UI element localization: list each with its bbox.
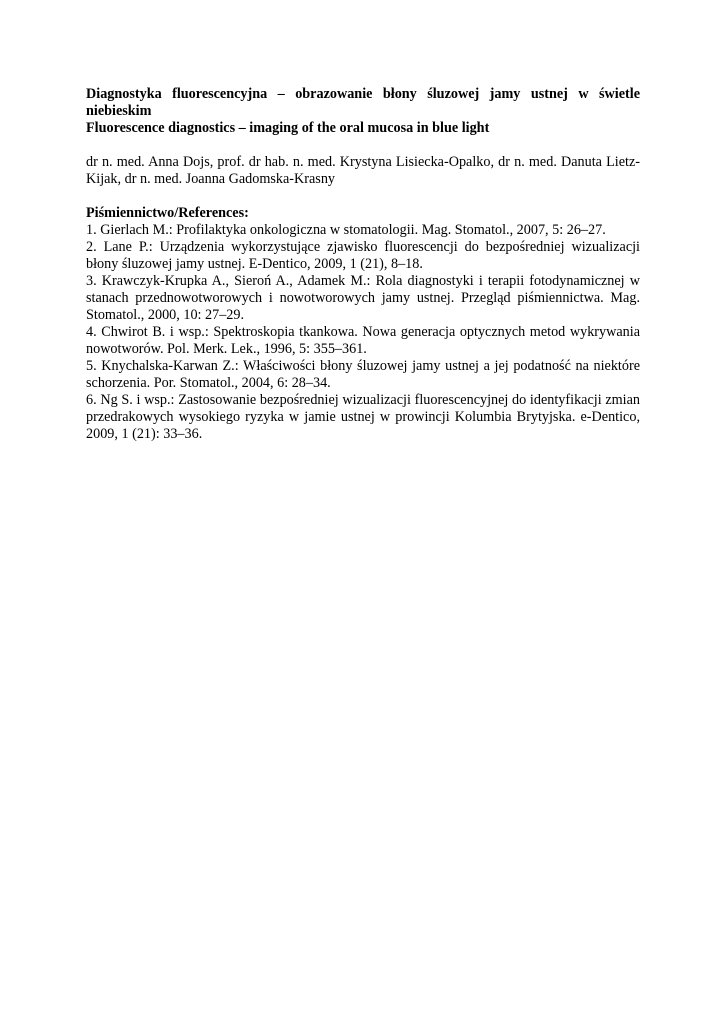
- reference-item: 6. Ng S. i wsp.: Zastosowanie bezpośredniej wizualizacji fluorescencyjnej do identyfikacji zmian przedrakowych wysokiego ryzyka w jamie ustnej w prowincji Kolumbia Brytyjska. e-Dentico, 2009, 1 (21): 33–36.: [86, 392, 640, 442]
- reference-item: 5. Knychalska-Karwan Z.: Właściwości błony śluzowej jamy ustnej a jej podatność na niektóre schorzenia. Por. Stomatol., 2004, 6: 28–34.: [86, 358, 640, 391]
- reference-item: 4. Chwirot B. i wsp.: Spektroskopia tkankowa. Nowa generacja optycznych metod wykrywania nowotworów. Pol. Merk. Lek., 1996, 5: 355–361.: [86, 324, 640, 357]
- title-polish: Diagnostyka fluorescencyjna – obrazowanie błony śluzowej jamy ustnej w świetle niebieskim: [86, 86, 640, 119]
- reference-item: 2. Lane P.: Urządzenia wykorzystujące zjawisko fluorescencji do bezpośredniej wizualizacji błony śluzowej jamy ustnej. E-Dentico, 2009, 1 (21), 8–18.: [86, 239, 640, 272]
- references-list: [86, 222, 640, 443]
- references-heading: Piśmiennictwo/References:: [86, 205, 249, 221]
- authors-line: dr n. med. Anna Dojs, prof. dr hab. n. med. Krystyna Lisiecka-Opalko, dr n. med. Danuta Lietz-Kijak, dr n. med. Joanna Gadomska-Krasny: [86, 154, 640, 187]
- reference-item: 1. Gierlach M.: Profilaktyka onkologiczna w stomatologii. Mag. Stomatol., 2007, 5: 26–27.: [86, 222, 606, 238]
- title-english: Fluorescence diagnostics – imaging of the oral mucosa in blue light: [86, 120, 490, 136]
- document-page: [86, 86, 640, 443]
- reference-item: 3. Krawczyk-Krupka A., Sieroń A., Adamek M.: Rola diagnostyki i terapii fotodynamicznej w stanach przednowotworowych i nowotworowych jamy ustnej. Przegląd piśmiennictwa. Mag. Stomatol., 2000, 10: 27–29.: [86, 273, 640, 323]
